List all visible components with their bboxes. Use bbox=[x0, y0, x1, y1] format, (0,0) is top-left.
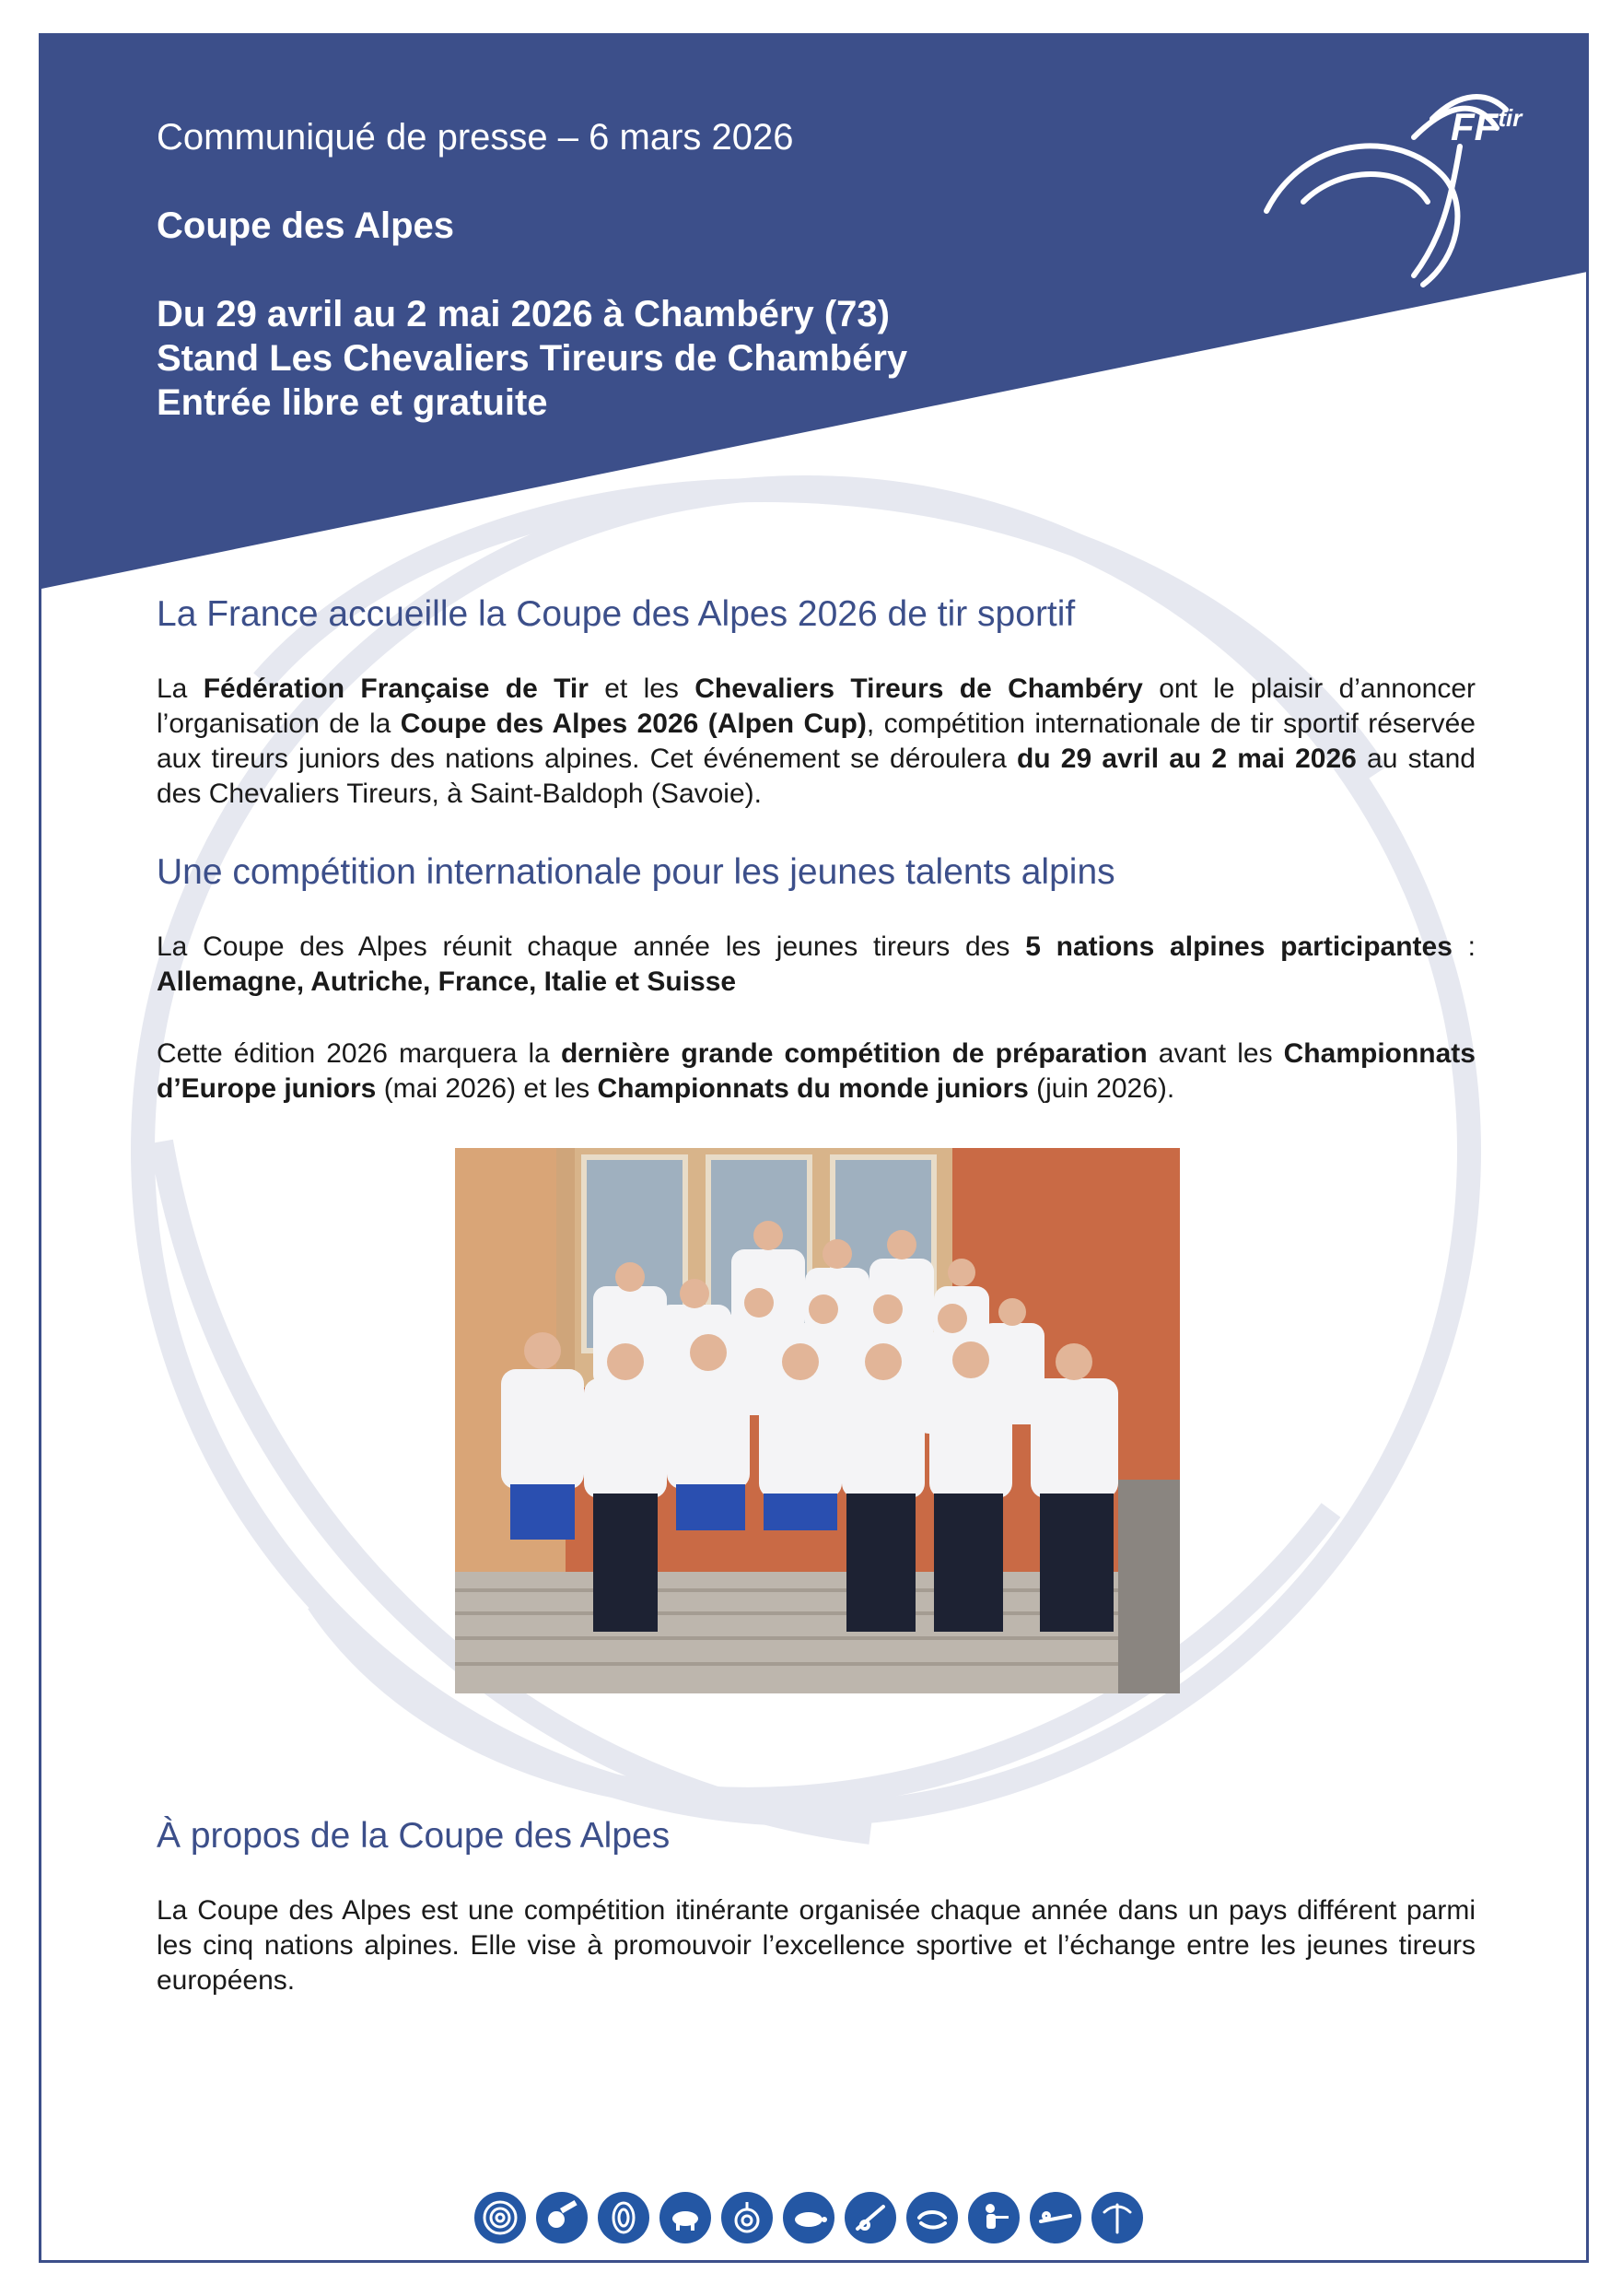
paragraph-edition bbox=[157, 1037, 1476, 1107]
event-dates: Du 29 avril au 2 mai 2026 à Chambéry (73) bbox=[157, 294, 890, 334]
text-segment: et les bbox=[588, 674, 695, 704]
crossbow-icon bbox=[1091, 2192, 1143, 2243]
text-segment: (mai 2026) et les bbox=[376, 1073, 598, 1104]
pistol-icon bbox=[536, 2192, 588, 2243]
bold-text: Allemagne, Autriche, France, Italie et Suisse bbox=[157, 966, 737, 997]
text-segment: La Coupe des Alpes réunit chaque année les jeunes tireurs des bbox=[157, 931, 1026, 962]
text-segment: (juin 2026). bbox=[1028, 1073, 1175, 1104]
running-shooter-icon bbox=[906, 2192, 958, 2243]
section-title-competition: Une compétition internationale pour les jeunes talents alpins bbox=[157, 852, 1115, 892]
text-segment: avant les bbox=[1147, 1038, 1284, 1069]
paragraph-nations bbox=[157, 930, 1476, 1000]
bold-text: Championnats du monde juniors bbox=[597, 1073, 1029, 1104]
header-event-info bbox=[157, 292, 907, 425]
bold-text: Chevaliers Tireurs de Chambéry bbox=[694, 674, 1143, 704]
press-release-date: Communiqué de presse – 6 mars 2026 bbox=[157, 117, 794, 158]
event-entry: Entrée libre et gratuite bbox=[157, 382, 548, 423]
bold-text: 5 nations alpines participantes bbox=[1025, 931, 1453, 962]
prone-shooter-icon bbox=[1030, 2192, 1081, 2243]
discipline-icons bbox=[474, 2192, 1143, 2245]
text-segment: ont le plaisir d’annoncer l’organisation de la bbox=[157, 674, 1476, 739]
medal-target-icon bbox=[721, 2192, 773, 2243]
event-venue: Stand Les Chevaliers Tireurs de Chambéry bbox=[157, 338, 908, 379]
section-title-france: La France accueille la Coupe des Alpes 2026 de tir sportif bbox=[157, 594, 1076, 634]
turtle-icon bbox=[783, 2192, 834, 2243]
paragraph-intro bbox=[157, 672, 1476, 812]
text-segment: , compétition internationale de tir sportif réservée aux tireurs juniors des nations alpines. Cet événement se déroulera bbox=[157, 709, 1476, 774]
bold-text: Championnats d’Europe juniors bbox=[157, 1038, 1476, 1104]
text-segment: au stand des Chevaliers Tireurs, à Saint-Baldoph (Savoie). bbox=[157, 744, 1476, 809]
bold-text: du 29 avril au 2 mai 2026 bbox=[1016, 744, 1357, 774]
hunter-icon bbox=[968, 2192, 1020, 2243]
rifle-icon bbox=[845, 2192, 896, 2243]
bold-text: dernière grande compétition de préparation bbox=[560, 1038, 1148, 1069]
text-segment: Cette édition 2026 marquera la bbox=[157, 1038, 561, 1069]
team-group-photo bbox=[455, 1148, 1180, 1693]
fftir-logo bbox=[1248, 64, 1561, 294]
section-title-about: À propos de la Coupe des Alpes bbox=[157, 1816, 671, 1856]
bold-text: Coupe des Alpes 2026 (Alpen Cup) bbox=[400, 709, 867, 739]
boar-icon bbox=[659, 2192, 711, 2243]
header-title: Coupe des Alpes bbox=[157, 205, 455, 246]
page-frame bbox=[39, 33, 1589, 2263]
bold-text: Fédération Française de Tir bbox=[203, 674, 589, 704]
text-segment: La bbox=[157, 674, 204, 704]
paragraph-about bbox=[157, 1893, 1476, 1998]
logo-text: $FF^{tir}$ bbox=[1451, 104, 1523, 148]
archery-target-icon bbox=[598, 2192, 649, 2243]
target-icon bbox=[474, 2192, 526, 2243]
text-segment: La Coupe des Alpes est une compétition itinérante organisée chaque année dans un pays différent parmi les cinq nations alpines. Elle vise à promouvoir l’excellence sportive et l’échange entre les jeunes tireurs européens. bbox=[157, 1895, 1476, 1996]
text-segment: : bbox=[1452, 931, 1476, 962]
